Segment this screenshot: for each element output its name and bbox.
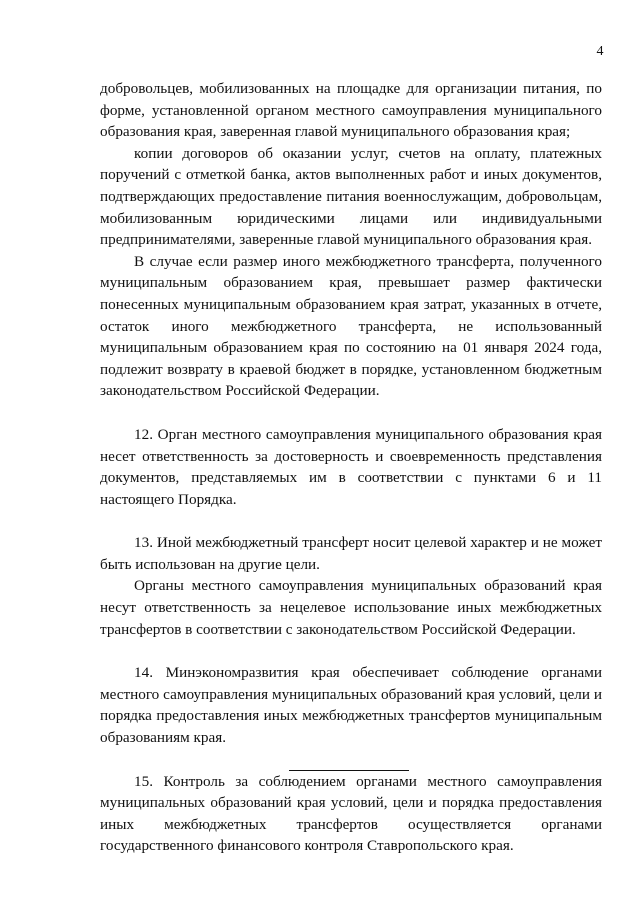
paragraph-item-12: 12. Орган местного самоуправления муниципального образования края несет ответственность за достоверность и своевременность представления документов, представляемых им в соответствии с пунктами 6 и 11 настоящего Порядка.: [100, 425, 602, 508]
paragraph-gap: [100, 640, 602, 662]
paragraph-item-13: 13. Иной межбюджетный трансферт носит целевой характер и не может быть использован на другие цели.: [100, 534, 602, 573]
paragraph-gap: [100, 510, 602, 532]
paragraph-contract-copies: копии договоров об оказании услуг, счетов на оплату, платежных поручений с отметкой банка, актов выполненных работ и иных документов, подтверждающих предоставление питания военнослужащим, добровольцам, мобилизованным юридическими лицами или индивидуальными предпринимателями, заверенные главой муниципального образования края.: [100, 144, 602, 249]
paragraph-item-15: 15. Контроль за соблюдением органами местного самоуправления муниципальных образований края условий, цели и порядка предоставления иных межбюджетных трансфертов осуществляется органами государственного финансового контроля Ставропольского края.: [100, 772, 602, 855]
paragraph-continuation: добровольцев, мобилизованных на площадке для организации питания, по форме, установленной органом местного самоуправления муниципального образования края, заверенная главой муниципального образования края;: [100, 80, 602, 141]
page-number: 4: [596, 44, 604, 59]
paragraph-item-14: 14. Минэкономразвития края обеспечивает соблюдение органами местного самоуправления муниципальных образований края условий, цели и порядка предоставления иных межбюджетных трансфертов муниципальным образованиям края.: [100, 664, 602, 747]
paragraph-gap: [100, 749, 602, 771]
paragraph-refund-remainder: В случае если размер иного межбюджетного трансферта, полученного муниципальным образованием края, превышает размер фактически понесенных муниципальным образованием края затрат, указанных в отчете, остаток иного межбюджетного трансферта, не использованный муниципальным образованием края по состоянию на 01 января 2024 года, подлежит возврату в краевой бюджет в порядке, установленном бюджетным законодательством Российской Федерации.: [100, 252, 602, 400]
paragraph-gap: [100, 402, 602, 424]
end-separator-line: [289, 770, 409, 771]
paragraph-item-13-responsibility: Органы местного самоуправления муниципальных образований края несут ответственность за нецелевое использование иных межбюджетных трансфертов в соответствии с законодательством Российской Федерации.: [100, 577, 602, 638]
document-body: [100, 78, 602, 857]
